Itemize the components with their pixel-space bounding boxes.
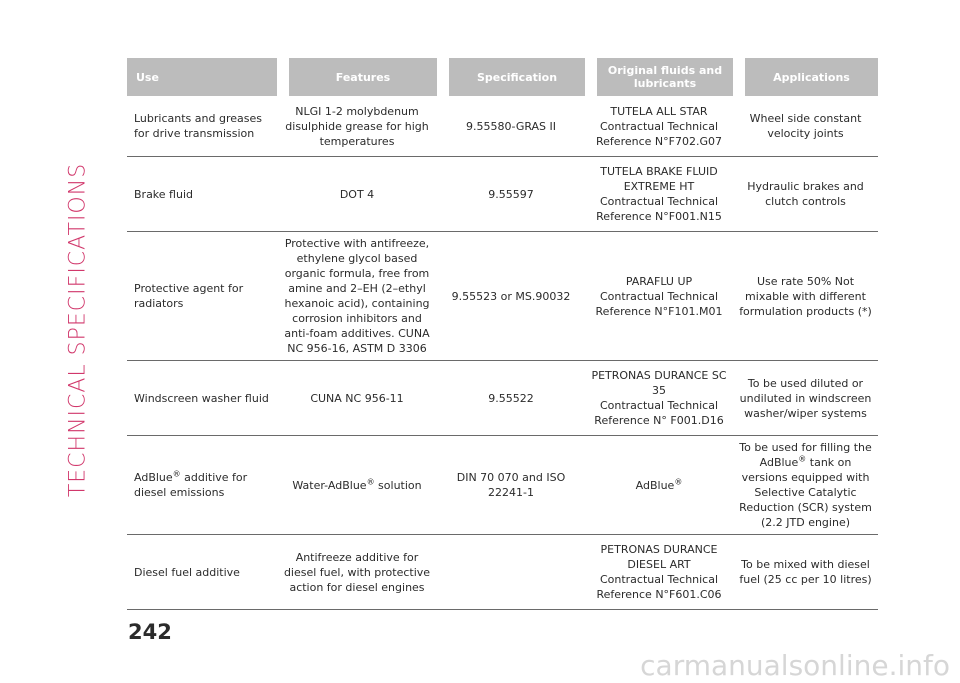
adblue-text: AdBlue bbox=[134, 471, 173, 484]
cell-specification: 9.55580-GRAS II bbox=[437, 96, 585, 157]
table-row bbox=[127, 361, 878, 436]
header-original-fluids: Original fluids and lubricants bbox=[585, 58, 733, 96]
table-row bbox=[127, 436, 878, 535]
cell-use bbox=[127, 436, 277, 535]
cell-use: Windscreen washer fluid bbox=[127, 361, 277, 436]
cell-features: CUNA NC 956-11 bbox=[277, 361, 437, 436]
table-row bbox=[127, 96, 878, 157]
registered-mark: ® bbox=[674, 476, 683, 486]
fluid-reference: Contractual Technical Reference N°F101.M01 bbox=[595, 289, 723, 318]
table-header-row bbox=[127, 58, 878, 96]
features-text: solution bbox=[374, 478, 422, 492]
cell-features bbox=[277, 436, 437, 535]
watermark-text: carmanualsonline.info bbox=[640, 649, 950, 682]
cell-use: Diesel fuel additive bbox=[127, 535, 277, 610]
section-title-text: TECHNICAL SPECIFICATIONS bbox=[65, 162, 91, 498]
page-number: 242 bbox=[128, 620, 172, 644]
cell-original-fluid bbox=[585, 232, 733, 361]
cell-use: Brake fluid bbox=[127, 157, 277, 232]
cell-specification: DIN 70 070 and ISO 22241-1 bbox=[437, 436, 585, 535]
fluids-lubricants-table bbox=[127, 58, 878, 610]
cell-applications: To be mixed with diesel fuel (25 cc per 10 litres) bbox=[733, 535, 878, 610]
cell-applications: Wheel side constant velocity joints bbox=[733, 96, 878, 157]
fluid-name: AdBlue bbox=[635, 478, 675, 492]
features-text: Water-AdBlue bbox=[292, 478, 367, 492]
cell-applications: To be used diluted or undiluted in windscreen washer/wiper systems bbox=[733, 361, 878, 436]
cell-features: DOT 4 bbox=[277, 157, 437, 232]
fluid-reference: Contractual Technical Reference N°F001.N15 bbox=[596, 195, 722, 223]
cell-use: Protective agent for radiators bbox=[127, 232, 277, 361]
cell-applications: Use rate 50% Not mixable with different formulation products (*) bbox=[733, 232, 878, 361]
cell-specification: 9.55522 bbox=[437, 361, 585, 436]
cell-original-fluid bbox=[585, 157, 733, 232]
fluid-name: PARAFLU UP bbox=[625, 274, 693, 288]
header-use: Use bbox=[127, 58, 277, 96]
fluid-reference: Contractual Technical Reference N° F001.D16 bbox=[594, 399, 724, 427]
registered-mark: ® bbox=[366, 476, 375, 486]
header-specification: Specification bbox=[437, 58, 585, 96]
cell-applications bbox=[733, 436, 878, 535]
fluid-name: TUTELA ALL STAR bbox=[610, 104, 708, 118]
fluid-name: PETRONAS DURANCE SC 35 bbox=[591, 369, 727, 397]
applications-text: To be used for filling the AdBlue bbox=[739, 441, 872, 469]
cell-original-fluid bbox=[585, 436, 733, 535]
cell-features: Protective with antifreeze, ethylene glycol based organic formula, free from amine and 2–EH (2–ethyl hexanoic acid), containing corrosion inhibitors and anti-foam additives. CUNA NC 956-16, ASTM D 3306 bbox=[277, 232, 437, 361]
cell-specification: 9.55597 bbox=[437, 157, 585, 232]
cell-features: Antifreeze additive for diesel fuel, with protective action for diesel engines bbox=[277, 535, 437, 610]
registered-mark: ® bbox=[172, 469, 181, 479]
table-row bbox=[127, 232, 878, 361]
cell-original-fluid bbox=[585, 361, 733, 436]
cell-specification bbox=[437, 535, 585, 610]
fluid-reference: Contractual Technical Reference N°F702.G07 bbox=[596, 119, 722, 148]
table-row bbox=[127, 157, 878, 232]
cell-specification: 9.55523 or MS.90032 bbox=[437, 232, 585, 361]
fluid-name: PETRONAS DURANCE DIESEL ART bbox=[600, 543, 718, 571]
cell-features: NLGI 1-2 molybdenum disulphide grease for high temperatures bbox=[277, 96, 437, 157]
cell-use: Lubricants and greases for drive transmission bbox=[127, 96, 277, 157]
applications-text: tank on versions equipped with Selective Catalytic Reduction (SCR) system (2.2 JTD engine) bbox=[739, 456, 872, 529]
cell-applications: Hydraulic brakes and clutch controls bbox=[733, 157, 878, 232]
use-text: additive for diesel emissions bbox=[134, 471, 248, 499]
header-features: Features bbox=[277, 58, 437, 96]
header-applications: Applications bbox=[733, 58, 878, 96]
cell-original-fluid bbox=[585, 535, 733, 610]
registered-mark: ® bbox=[798, 454, 807, 464]
cell-original-fluid bbox=[585, 96, 733, 157]
fluid-name: TUTELA BRAKE FLUID EXTREME HT bbox=[600, 165, 718, 193]
table-row bbox=[127, 535, 878, 610]
fluid-reference: Contractual Technical Reference N°F601.C06 bbox=[596, 573, 722, 601]
